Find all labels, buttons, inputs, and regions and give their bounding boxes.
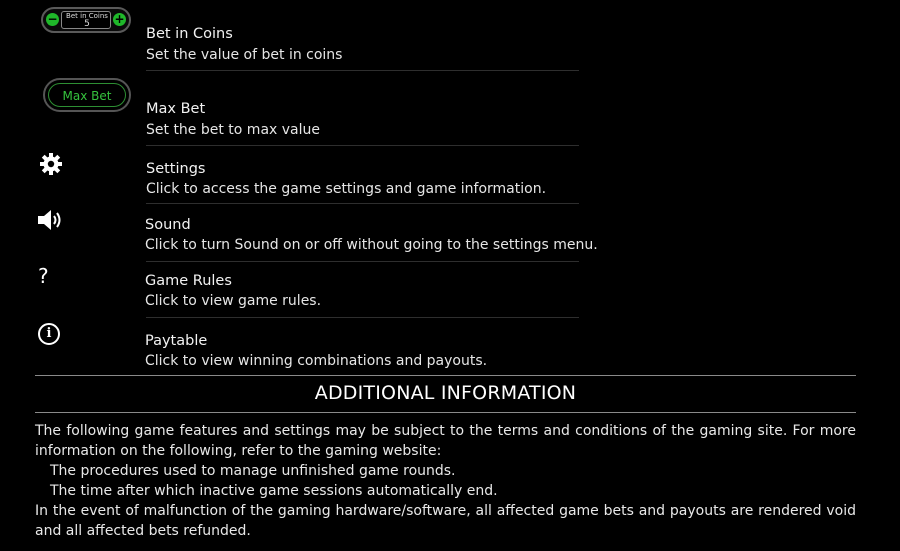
question-mark-icon[interactable]: ?: [38, 264, 49, 288]
sound-title: Sound: [145, 217, 191, 233]
gear-icon[interactable]: [39, 152, 63, 176]
decrease-bet-button[interactable]: −: [47, 12, 58, 26]
row-divider: [146, 145, 579, 146]
game-rules-title: Game Rules: [145, 273, 232, 289]
row-divider: [146, 203, 579, 204]
bet-in-coins-title: Bet in Coins: [146, 26, 233, 42]
additional-info-heading: ADDITIONAL INFORMATION: [314, 382, 577, 404]
bet-value-box: [61, 11, 111, 29]
settings-title: Settings: [146, 161, 206, 177]
max-bet-label: Max Bet: [48, 83, 126, 107]
additional-info-intro: The following game features and settings may be subject to the terms and conditions of the gaming site. For more information on the following, refer to the gaming website:: [35, 423, 856, 459]
section-divider-top: [35, 375, 856, 376]
section-divider-bottom: [35, 412, 856, 413]
additional-info-bullet: The procedures used to manage unfinished game rounds.: [50, 463, 456, 479]
bet-value: 5: [84, 19, 90, 29]
max-bet-button[interactable]: [43, 78, 131, 112]
additional-info-closing: In the event of malfunction of the gaming hardware/software, all affected game bets and payouts are rendered void and all affected bets refunded.: [35, 503, 856, 539]
row-divider: [146, 261, 579, 262]
bet-in-coins-widget: [41, 7, 131, 33]
info-icon[interactable]: i: [38, 323, 60, 345]
paytable-title: Paytable: [145, 333, 208, 349]
max-bet-title: Max Bet: [146, 101, 206, 117]
bet-label: Bet in Coins: [66, 12, 108, 20]
sound-desc: Click to turn Sound on or off without going to the settings menu.: [145, 237, 598, 253]
speaker-icon[interactable]: [37, 209, 63, 231]
max-bet-desc: Set the bet to max value: [146, 122, 321, 138]
row-divider: [146, 70, 579, 71]
row-divider: [146, 317, 579, 318]
increase-bet-button[interactable]: +: [114, 12, 125, 26]
game-rules-desc: Click to view game rules.: [145, 293, 322, 309]
settings-desc: Click to access the game settings and game information.: [146, 181, 547, 197]
additional-info-bullet: The time after which inactive game sessions automatically end.: [50, 483, 498, 499]
bet-in-coins-desc: Set the value of bet in coins: [146, 47, 343, 63]
paytable-desc: Click to view winning combinations and payouts.: [145, 353, 488, 369]
